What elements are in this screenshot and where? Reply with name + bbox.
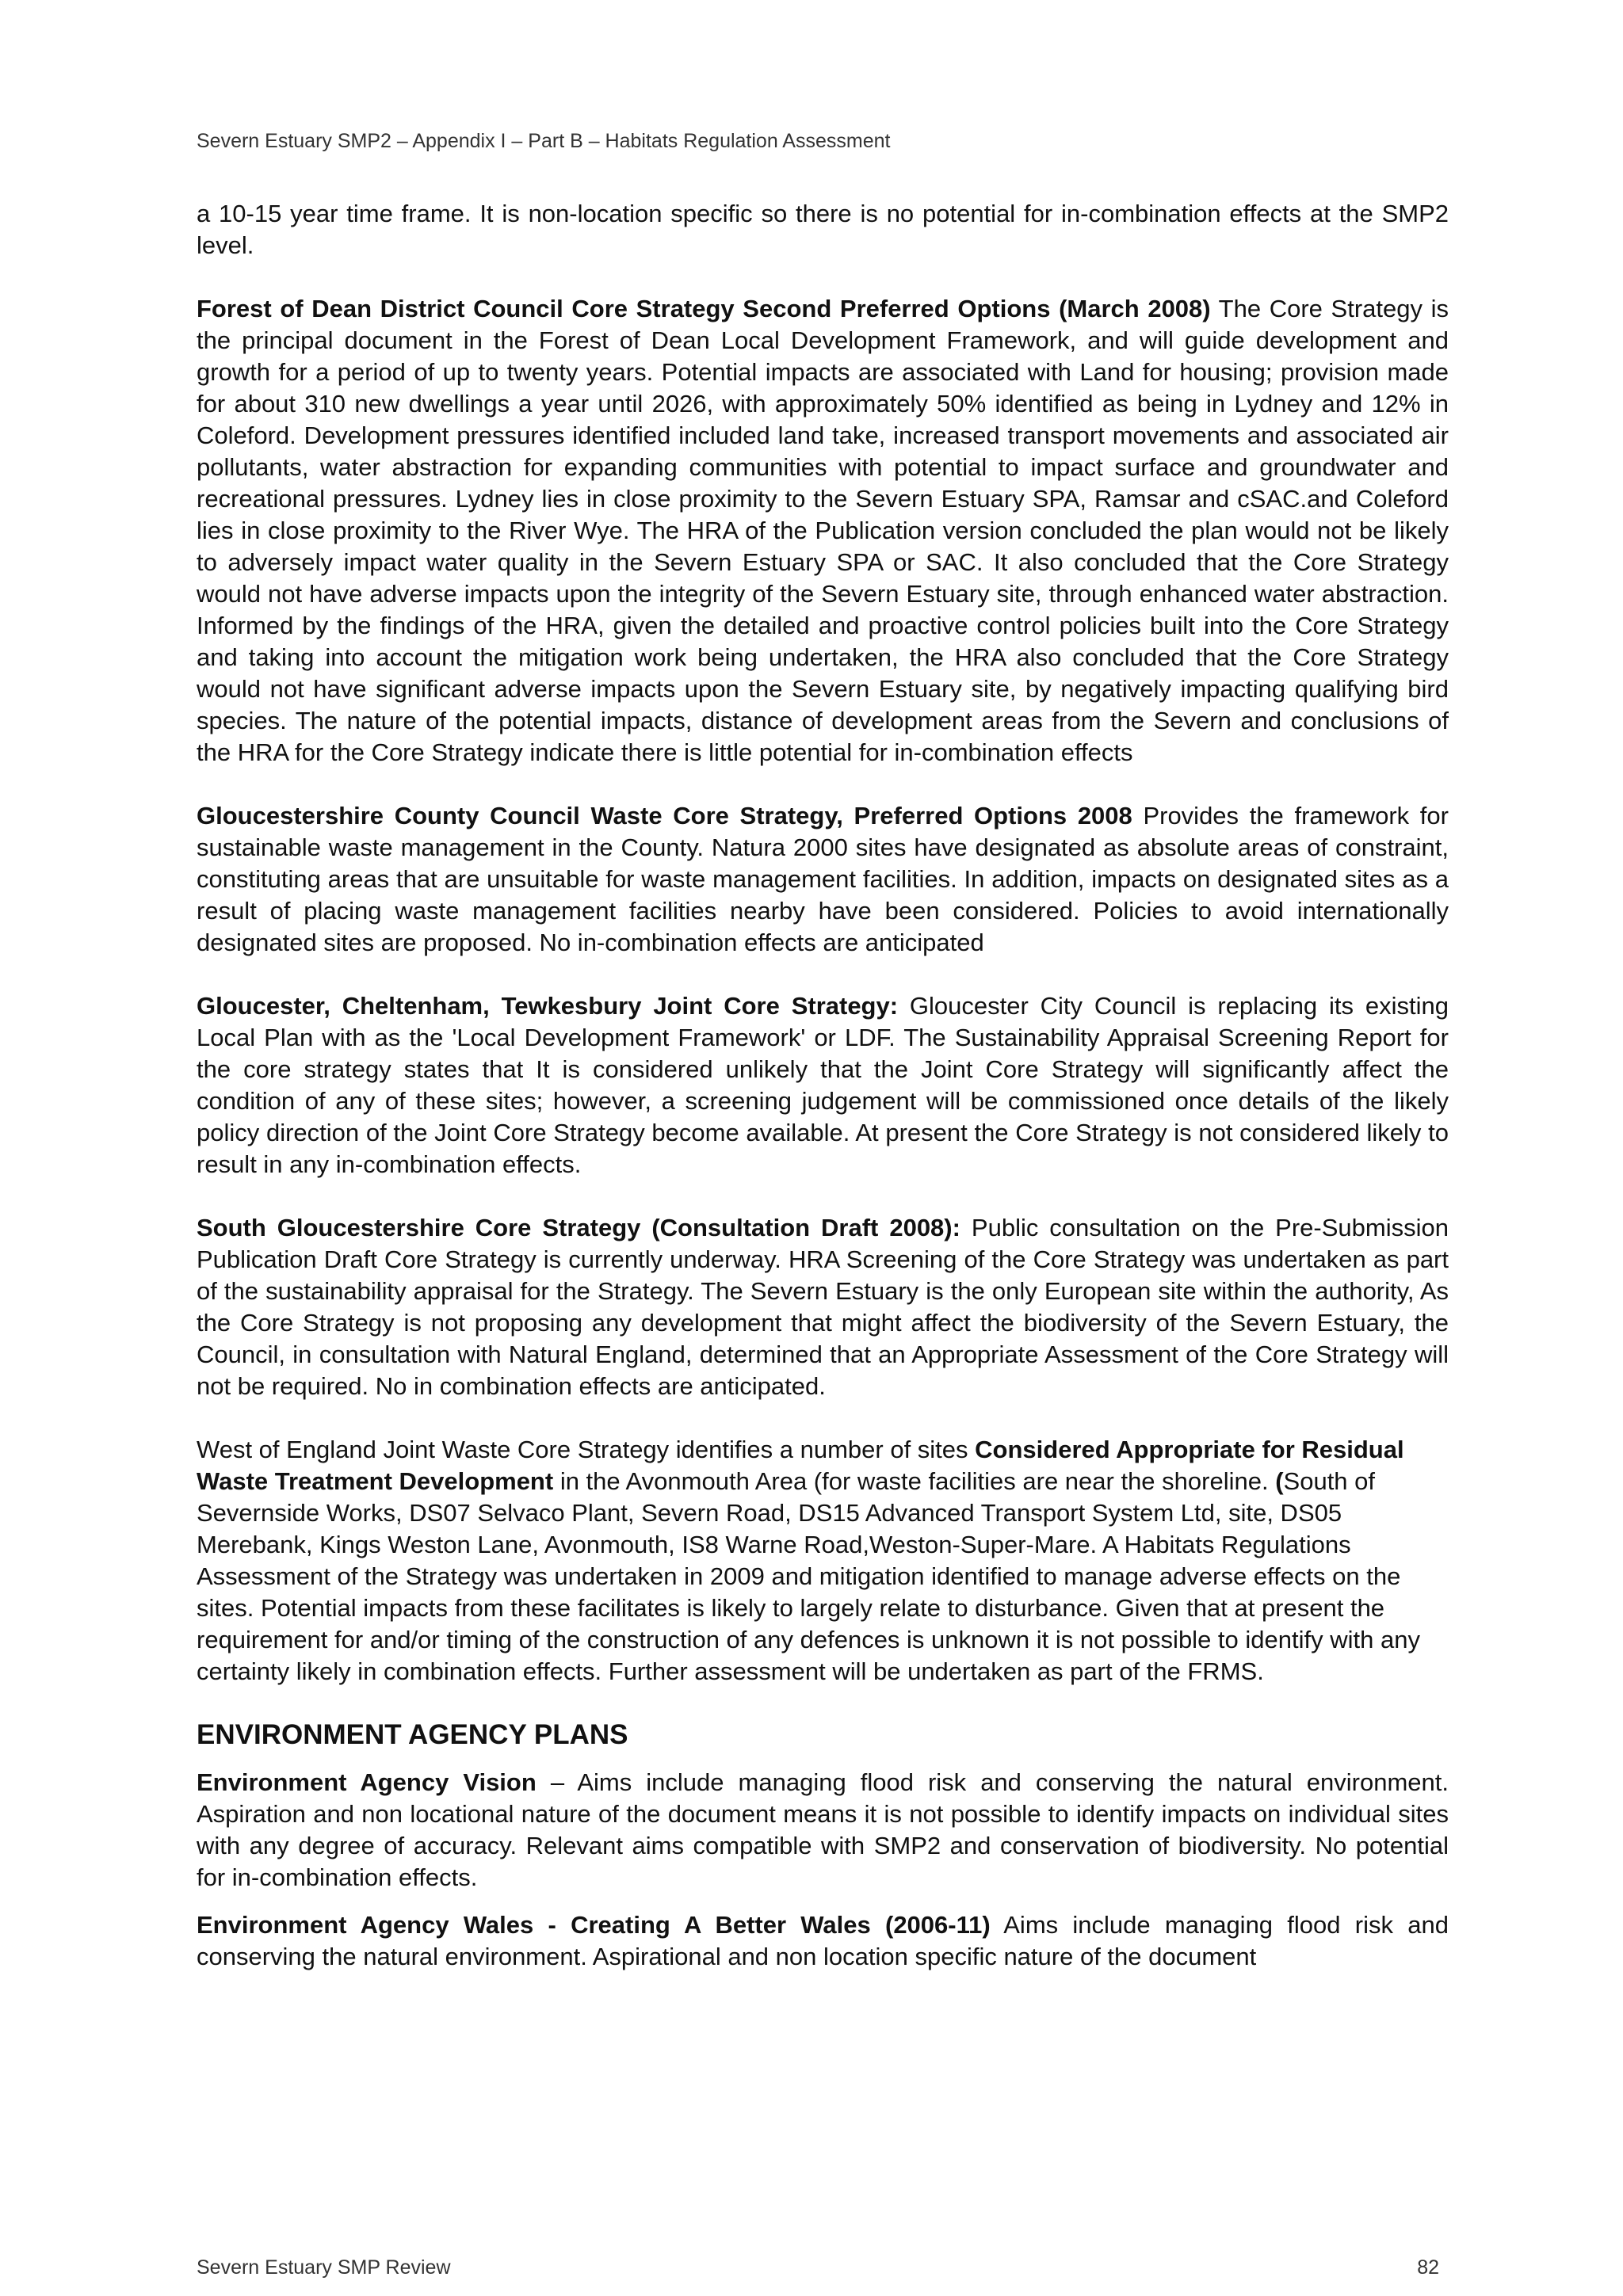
paragraph-title: Environment Agency Wales - Creating A Better Wales (2006-11) xyxy=(197,1911,991,1939)
page-header: Severn Estuary SMP2 – Appendix I – Part B – Habitats Regulation Assessment xyxy=(197,130,891,152)
paragraph-title: South Gloucestershire Core Strategy (Consultation Draft 2008): xyxy=(197,1214,960,1241)
paragraph-text: Aims include managing flood risk and conserving the natural environment. Aspirational and non location specific nature of the document xyxy=(197,1911,1449,1970)
page-number: 82 xyxy=(1417,2256,1439,2279)
paragraph-ea-wales xyxy=(197,1909,1449,1973)
paragraph-ea-vision xyxy=(197,1767,1449,1894)
paragraph-text: Gloucester City Council is replacing its existing Local Plan with as the 'Local Development Framework' or LDF. The Sustainability Appraisal Screening Report for the core strategy states that It is considered unlikely that the Joint Core Strategy will significantly affect the condition of any of these sites; however, a screening judgement will be commissioned once details of the likely policy direction of the Joint Core Strategy become available. At present the Core Strategy is not considered likely to result in any in-combination effects. xyxy=(197,992,1449,1178)
paragraph-text: Public consultation on the Pre-Submission Publication Draft Core Strategy is currently underway. HRA Screening of the Core Strategy was undertaken as part of the sustainability appraisal for the Strategy. The Severn Estuary is the only European site within the authority, As the Core Strategy is not proposing any development that might affect the biodiversity of the Severn Estuary, the Council, in consultation with Natural England, determined that an Appropriate Assessment of the Core Strategy will not be required. No in combination effects are anticipated. xyxy=(197,1214,1449,1400)
paragraph-text: – Aims include managing flood risk and conserving the natural environment. Aspiration and non locational nature of the document means it is not possible to identify impacts on individual sites with any degree of accuracy. Relevant aims compatible with SMP2 and conservation of biodiversity. No potential for in-combination effects. xyxy=(197,1768,1449,1891)
paragraph-joint-core-strategy xyxy=(197,990,1449,1180)
paragraph-text: The Core Strategy is the principal document in the Forest of Dean Local Development Framework, and will guide development and growth for a period of up to twenty years. Potential impacts are associated with Land for housing; provision made for about 310 new dwellings a year until 2026, with approximately 50% identified as being in Lydney and 12% in Coleford. Development pressures identified included land take, increased transport movements and associated air pollutants, water abstraction for expanding communities with potential to impact surface and groundwater and recreational pressures. Lydney lies in close proximity to the Severn Estuary SPA, Ramsar and cSAC.and Coleford lies in close proximity to the River Wye. The HRA of the Publication version concluded the plan would not be likely to adversely impact water quality in the Severn Estuary SPA or SAC. It also concluded that the Core Strategy would not have adverse impacts upon the integrity of the Severn Estuary site, through enhanced water abstraction. Informed by the findings of the HRA, given the detailed and proactive control policies built into the Core Strategy and taking into account the mitigation work being undertaken, the HRA also concluded that the Core Strategy would not have significant adverse impacts upon the Severn Estuary site, by negatively impacting qualifying bird species. The nature of the potential impacts, distance of development areas from the Severn and conclusions of the HRA for the Core Strategy indicate there is little potential for in-combination effects xyxy=(197,295,1449,766)
paragraph-highlight: Considered Appropriate for Residual Waste Treatment Development xyxy=(197,1436,1404,1495)
paragraph-text-sites: South of Severnside Works, DS07 Selvaco Plant, Severn Road, DS15 Advanced Transport System Ltd, site, DS05 Merebank, Kings Weston Lane, Avonmouth, IS8 Warne Road,Weston-Super-Mare. A Habitats Regulations Assessment of the Strategy was undertaken in 2009 and mitigation identified to manage adverse effects on the sites. Potential impacts from these facilitates is likely to largely relate to disturbance. Given that at present the requirement for and/or timing of the construction of any defences is unknown it is not possible to identify with any certainty likely in combination effects. Further assessment will be undertaken as part of the FRMS. xyxy=(197,1467,1420,1685)
paragraph-text-intro: West of England Joint Waste Core Strategy identifies a number of sites xyxy=(197,1436,976,1463)
paragraph-title: Environment Agency Vision xyxy=(197,1768,537,1796)
paragraph-west-of-england xyxy=(197,1434,1449,1688)
paragraph-title: Gloucester, Cheltenham, Tewkesbury Joint Core Strategy: xyxy=(197,992,899,1020)
section-heading: ENVIRONMENT AGENCY PLANS xyxy=(197,1719,628,1750)
paragraph-text: a 10-15 year time frame. It is non-location specific so there is no potential for in-combination effects at the SMP2 level. xyxy=(197,200,1449,259)
footer-document-title: Severn Estuary SMP Review xyxy=(197,2256,451,2279)
document-body xyxy=(197,198,1449,1973)
paragraph-gloucestershire-waste xyxy=(197,800,1449,959)
paragraph-title: Forest of Dean District Council Core Strategy Second Preferred Options (March 2008) xyxy=(197,295,1211,322)
paragraph-title: Gloucestershire County Council Waste Core Strategy, Preferred Options 2008 xyxy=(197,802,1132,830)
paragraph-forest-of-dean xyxy=(197,293,1449,769)
paragraph-south-gloucestershire xyxy=(197,1212,1449,1402)
paragraph-bracket: ( xyxy=(1275,1467,1284,1495)
paragraph-text: Provides the framework for sustainable waste management in the County. Natura 2000 sites have designated as absolute areas of constraint, constituting areas that are unsuitable for waste management facilities. In addition, impacts on designated sites as a result of placing waste management facilities nearby have been considered. Policies to avoid internationally designated sites are proposed. No in-combination effects are anticipated xyxy=(197,802,1449,956)
paragraph-text-middle: in the Avonmouth Area (for waste facilities are near the shoreline. xyxy=(553,1467,1276,1495)
paragraph-continuation xyxy=(197,198,1449,261)
